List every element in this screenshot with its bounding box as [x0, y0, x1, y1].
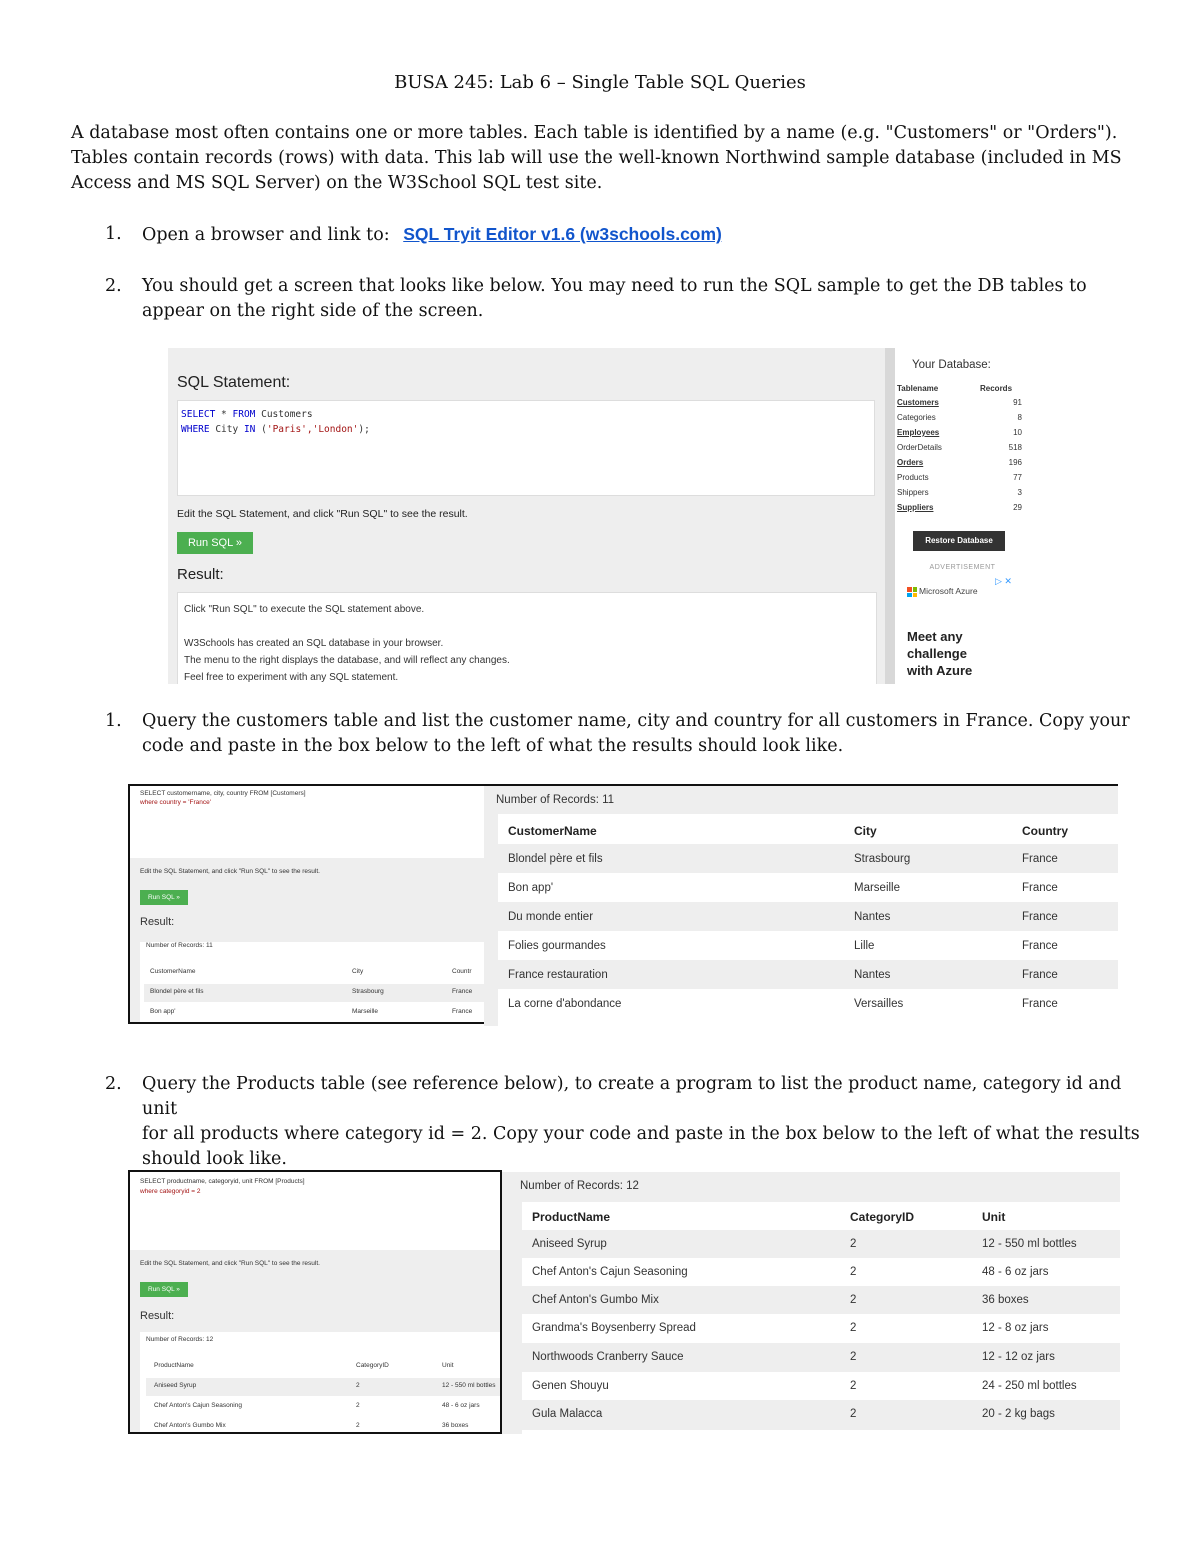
query1-line: Query the customers table and list the customer name, city and country for all customers in France. Copy your [142, 711, 1130, 731]
column-header: Country [1022, 824, 1068, 838]
table-row: Gula Malacca 2 20 - 2 kg bags [522, 1400, 1120, 1430]
sql-statement-heading: SQL Statement: [177, 374, 291, 391]
table-row: Folies gourmandes Lille France [498, 931, 1118, 960]
mini-records: Number of Records: 11 [146, 942, 213, 949]
mini-cell: Chef Anton's Cajun Seasoning [154, 1402, 242, 1409]
mini-header: CategoryID [356, 1362, 389, 1369]
table-row: Blondel père et fils Strasbourg France [498, 844, 1118, 873]
mini-cell: 2 [356, 1382, 360, 1389]
sql-code-editor[interactable] [177, 400, 875, 496]
query-number: 2. [105, 1074, 122, 1094]
mini-code: SELECT customername, city, country FROM [Customers] [140, 790, 306, 797]
mini-cell: France [452, 1008, 473, 1015]
database-row[interactable]: Categories 8 [897, 413, 1022, 422]
step2-line: appear on the right side of the screen. [142, 301, 484, 321]
result-heading: Result: [177, 566, 224, 583]
tablename-header: Tablename [897, 384, 939, 393]
table-row: France restauration Nantes France [498, 960, 1118, 989]
table-row: La corne d'abondance Versailles France [498, 989, 1118, 1018]
mini-header: ProductName [154, 1362, 194, 1369]
column-header: CategoryID [850, 1210, 915, 1224]
mini-hint: Edit the SQL Statement, and click "Run SQL" to see the result. [140, 868, 320, 875]
step-number: 1. [105, 224, 122, 244]
query1-result-screenshot [484, 784, 1118, 1026]
database-row[interactable]: Employees 10 [897, 428, 1022, 437]
step1-text [142, 222, 722, 248]
intro-line: Tables contain records (rows) with data. This lab will use the well-known Northwind sample database (included in MS [71, 148, 1122, 168]
query2-code-screenshot [128, 1170, 502, 1434]
mini-run-button[interactable]: Run SQL » [140, 1282, 188, 1297]
result-line: W3Schools has created an SQL database in your browser. [184, 638, 444, 649]
mini-result-box [140, 942, 490, 1022]
query2-result-screenshot [500, 1172, 1120, 1434]
mini-result-heading: Result: [140, 1310, 175, 1322]
database-row[interactable]: Customers 91 [897, 398, 1022, 407]
column-header: CustomerName [508, 824, 597, 838]
column-header: ProductName [532, 1210, 611, 1224]
code-line: SELECT * FROM Customers [181, 409, 313, 420]
table-row: Aniseed Syrup 2 12 - 550 ml bottles [522, 1230, 1120, 1258]
query2-line: for all products where category id = 2. Copy your code and paste in the box below to the left of what the results [142, 1124, 1140, 1144]
query2-line: should look like. [142, 1149, 287, 1169]
restore-database-button[interactable]: Restore Database [913, 531, 1005, 551]
result-table [498, 814, 1118, 1026]
mini-code: where categoryid = 2 [140, 1188, 201, 1195]
editor-panel [168, 348, 885, 684]
database-row[interactable]: Shippers 3 [897, 488, 1022, 497]
query2-line: Query the Products table (see reference below), to create a program to list the product name, category id and unit [142, 1074, 1122, 1119]
code-line: WHERE City IN ('Paris','London'); [181, 424, 370, 435]
mini-cell: Strasbourg [352, 988, 384, 995]
mini-header: Countr [452, 968, 472, 975]
database-row[interactable]: Suppliers 29 [897, 503, 1022, 512]
mini-cell: Chef Anton's Gumbo Mix [154, 1422, 226, 1429]
mini-cell: 12 - 550 ml bottles [442, 1382, 496, 1389]
ad-close-icon[interactable]: ▷ ✕ [995, 576, 1012, 586]
records-count: Number of Records: 11 [496, 794, 615, 806]
result-line: The menu to the right displays the database, and will reflect any changes. [184, 655, 510, 666]
mini-hint: Edit the SQL Statement, and click "Run SQL" to see the result. [140, 1260, 320, 1267]
table-row: Northwoods Cranberry Sauce 2 12 - 12 oz jars [522, 1343, 1120, 1372]
table-row: Chef Anton's Gumbo Mix 2 36 boxes [522, 1286, 1120, 1314]
result-line [184, 618, 870, 635]
mini-cell: Blondel père et fils [150, 988, 204, 995]
mini-cell: Bon app' [150, 1008, 176, 1015]
column-header: Unit [982, 1210, 1006, 1224]
result-table [522, 1202, 1120, 1434]
mini-code: where country = 'France' [140, 799, 211, 806]
query-number: 1. [105, 711, 122, 731]
database-row[interactable]: Products 77 [897, 473, 1022, 482]
records-header: Records [980, 384, 1013, 393]
step1-label: Open a browser and link to: [142, 225, 390, 245]
result-line: Click "Run SQL" to execute the SQL statement above. [184, 604, 425, 615]
column-header: City [854, 824, 877, 838]
mini-cell: 36 boxes [442, 1422, 469, 1429]
intro-line: A database most often contains one or more tables. Each table is identified by a name (e.g. "Customers" or "Orders"). [71, 123, 1118, 143]
database-row[interactable]: Orders 196 [897, 458, 1022, 467]
table-row: Grandma's Boysenberry Spread 2 12 - 8 oz jars [522, 1314, 1120, 1343]
mini-header: CustomerName [150, 968, 196, 975]
database-panel [885, 348, 1030, 684]
mini-cell: Marseille [352, 1008, 379, 1015]
editor-screenshot [168, 348, 1030, 684]
query1-text [142, 709, 1142, 759]
document-title: BUSA 245: Lab 6 – Single Table SQL Queries [394, 72, 806, 93]
mini-result-heading: Result: [140, 916, 175, 928]
mini-header: City [352, 968, 364, 975]
database-title: Your Database: [912, 359, 991, 371]
mini-cell: Aniseed Syrup [154, 1382, 197, 1389]
mini-cell: 48 - 6 oz jars [442, 1402, 480, 1409]
mini-cell: France [452, 988, 473, 995]
mini-cell: 2 [356, 1402, 360, 1409]
query1-line: code and paste in the box below to the left of what the results should look like. [142, 736, 844, 756]
table-row: Genen Shouyu 2 24 - 250 ml bottles [522, 1372, 1120, 1400]
mini-records: Number of Records: 12 [146, 1336, 214, 1343]
intro-paragraph [71, 121, 1131, 196]
intro-line: Access and MS SQL Server) on the W3School SQL test site. [71, 173, 603, 193]
tryit-editor-link[interactable]: SQL Tryit Editor v1.6 (w3schools.com) [403, 224, 722, 244]
query2-text [142, 1072, 1142, 1172]
result-line: Feel free to experiment with any SQL statement. [184, 672, 399, 683]
database-row[interactable]: OrderDetails 518 [897, 443, 1022, 452]
step2-line: You should get a screen that looks like below. You may need to run the SQL sample to get the DB tables to [142, 276, 1087, 296]
step-number: 2. [105, 276, 122, 296]
table-row: Bon app' Marseille France [498, 873, 1118, 902]
result-box [177, 592, 877, 684]
microsoft-logo-icon [907, 587, 917, 597]
mini-cell: 2 [356, 1422, 360, 1429]
editor-hint: Edit the SQL Statement, and click "Run SQL" to see the result. [177, 508, 468, 520]
advertisement-label: ADVERTISEMENT [929, 564, 996, 571]
run-sql-button[interactable]: Run SQL » [177, 532, 253, 554]
ad-brand: Microsoft Azure [919, 586, 978, 596]
query1-code-screenshot [128, 784, 492, 1024]
step2-text [142, 274, 1142, 324]
table-row: Du monde entier Nantes France [498, 902, 1118, 931]
table-row: Chef Anton's Cajun Seasoning 2 48 - 6 oz jars [522, 1258, 1120, 1286]
records-count: Number of Records: 12 [520, 1180, 639, 1192]
mini-header: Unit [442, 1362, 454, 1369]
ad-headline[interactable]: Meet any challenge with Azure [907, 629, 973, 678]
mini-run-button[interactable]: Run SQL » [140, 890, 188, 905]
mini-code: SELECT productname, categoryid, unit FROM [Products] [140, 1178, 305, 1185]
